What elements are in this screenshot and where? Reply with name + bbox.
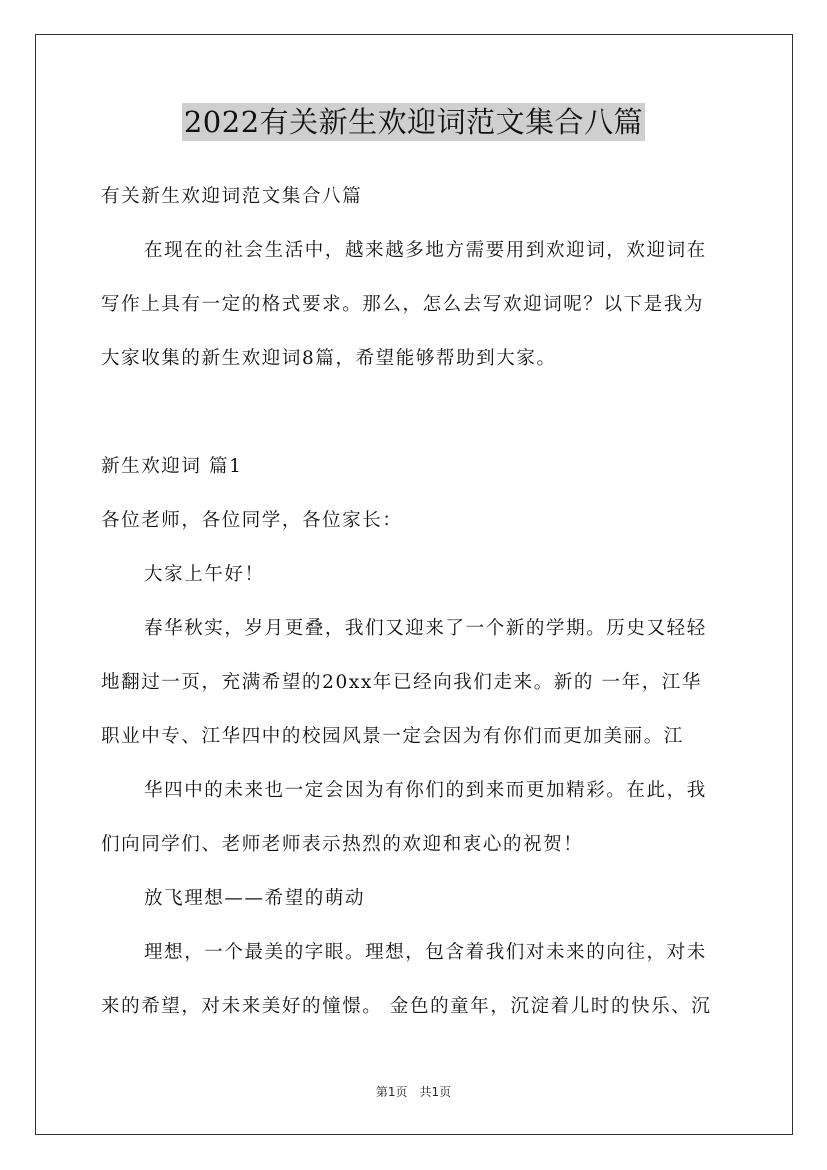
page-number-footer: 第1页 共1页 [375,1085,452,1099]
paragraph-line: 理想，一个最美的字眼。理想，包含着我们对未来的向往，对未 [144,942,707,963]
greeting-line: 大家上午好！ [144,564,265,585]
subheading-line: 放飞理想——希望的萌动 [144,888,366,909]
paragraph-line: 在现在的社会生活中，越来越多地方需要用到欢迎词，欢迎词在 [144,240,707,261]
paragraph-line: 华四中的未来也一定会因为有你们的到来而更加精彩。在此，我 [144,780,707,801]
document-title [0,100,827,141]
document-title-text: 2022有关新生欢迎词范文集合八篇 [183,105,644,139]
paragraph-line: 大家收集的新生欢迎词8篇，希望能够帮助到大家。 [101,348,557,369]
paragraph-line: 职业中专、江华四中的校园风景一定会因为有你们而更加美丽。江 [101,726,684,747]
section-heading: 新生欢迎词 篇1 [101,456,243,477]
paragraph-line: 春华秋实，岁月更叠，我们又迎来了一个新的学期。历史又轻轻 [144,618,707,639]
paragraph-line: 地翻过一页，充满希望的20xx年已经向我们走来。新的 一年，江华 [101,672,702,693]
paragraph-line: 来的希望，对未来美好的憧憬。 金色的童年，沉淀着儿时的快乐、沉 [101,996,712,1017]
paragraph-line: 写作上具有一定的格式要求。那么，怎么去写欢迎词呢？以下是我为 [101,294,705,315]
subtitle-line: 有关新生欢迎词范文集合八篇 [101,186,363,207]
salutation-line: 各位老师，各位同学，各位家长： [101,510,403,531]
paragraph-line: 们向同学们、老师老师表示热烈的欢迎和衷心的祝贺！ [101,834,584,855]
